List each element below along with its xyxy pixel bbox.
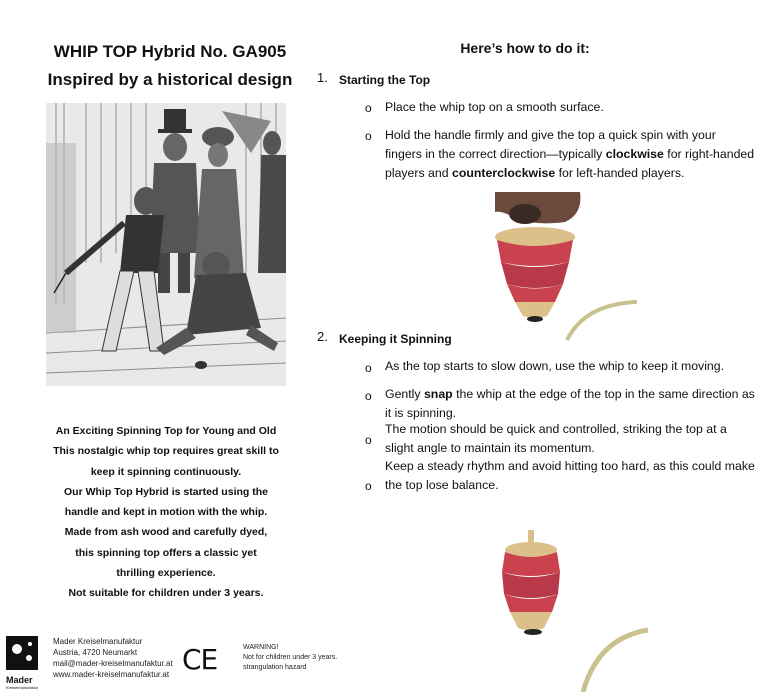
company-contact xyxy=(53,636,173,680)
clockwise-emphasis: clockwise xyxy=(605,147,664,161)
product-description xyxy=(40,421,292,604)
bullet-text: Hold the handle firmly and give the top a quick spin with your fingers in the correct direction—typically clockwise for right-handed players and counterclockwise for left-handed players. xyxy=(385,128,755,180)
bullet-text: As the top starts to slow down, use the whip to keep it moving. xyxy=(385,359,725,373)
description-line: keep it spinning continuously. xyxy=(90,465,242,478)
company-email[interactable]: mail@mader-kreiselmanufaktur.at xyxy=(53,659,173,668)
bullet-marker: o xyxy=(365,389,372,403)
spinning-top-photo xyxy=(495,192,637,352)
snap-emphasis: snap xyxy=(423,387,453,401)
description-line: This nostalgic whip top requires great skill to xyxy=(53,445,279,458)
description-line: thrilling experience. xyxy=(116,567,216,580)
logo-text: Mader xyxy=(6,675,33,685)
description-line: Made from ash wood and carefully dyed, xyxy=(64,526,268,539)
bullet-marker: o xyxy=(365,433,372,447)
bullet-marker: o xyxy=(365,361,372,375)
logo-subtext: Kreiselmanufaktur xyxy=(6,685,39,690)
bullet-text: The motion should be quick and controlled, striking the top at a slight angle to maintain its momentum. xyxy=(385,422,727,455)
section-number: 2. xyxy=(317,329,328,344)
counterclockwise-emphasis: counterclockwise xyxy=(452,166,556,180)
title-line-2: Inspired by a historical design xyxy=(47,70,293,89)
ce-mark: CE xyxy=(182,643,218,676)
company-website[interactable]: www.mader-kreiselmanufaktur.at xyxy=(53,670,170,679)
bullet-text: Keep a steady rhythm and avoid hitting too hard, as this could make the top lose balance. xyxy=(385,459,755,492)
title-line-1: WHIP TOP Hybrid No. GA905 xyxy=(53,42,287,61)
company-name: Mader Kreiselmanufaktur xyxy=(53,637,143,646)
bullet-marker: o xyxy=(365,129,372,143)
description-line: Not suitable for children under 3 years. xyxy=(68,587,264,600)
bullet-text: Place the whip top on a smooth surface. xyxy=(385,100,604,114)
section-heading-keeping: Keeping it Spinning xyxy=(339,332,452,346)
bullet-marker: o xyxy=(365,479,372,493)
warning-title: WARNING! xyxy=(243,644,279,651)
section-number: 1. xyxy=(317,70,328,85)
description-line: An Exciting Spinning Top for Young and Old xyxy=(55,425,277,437)
warning-line: strangulation hazard xyxy=(243,664,307,671)
description-line: handle and kept in motion with the whip. xyxy=(64,506,268,519)
spinning-top-whip-photo xyxy=(488,520,648,692)
company-address: Austria, 4720 Neumarkt xyxy=(53,648,138,657)
howto-title: Here’s how to do it: xyxy=(460,40,590,56)
warning-line: Not for children under 3 years. xyxy=(243,654,338,661)
section-heading-starting: Starting the Top xyxy=(339,73,431,87)
bullet-text: Gently snap the whip at the edge of the top in the same direction as it is spinning. xyxy=(385,387,755,420)
warning-notice xyxy=(243,643,337,673)
mader-logo xyxy=(6,636,39,690)
page-title xyxy=(40,38,300,94)
bullet-marker: o xyxy=(365,101,372,115)
description-line: this spinning top offers a classic yet xyxy=(75,546,257,559)
historical-illustration xyxy=(46,103,286,386)
description-line: Our Whip Top Hybrid is started using the xyxy=(64,485,268,498)
